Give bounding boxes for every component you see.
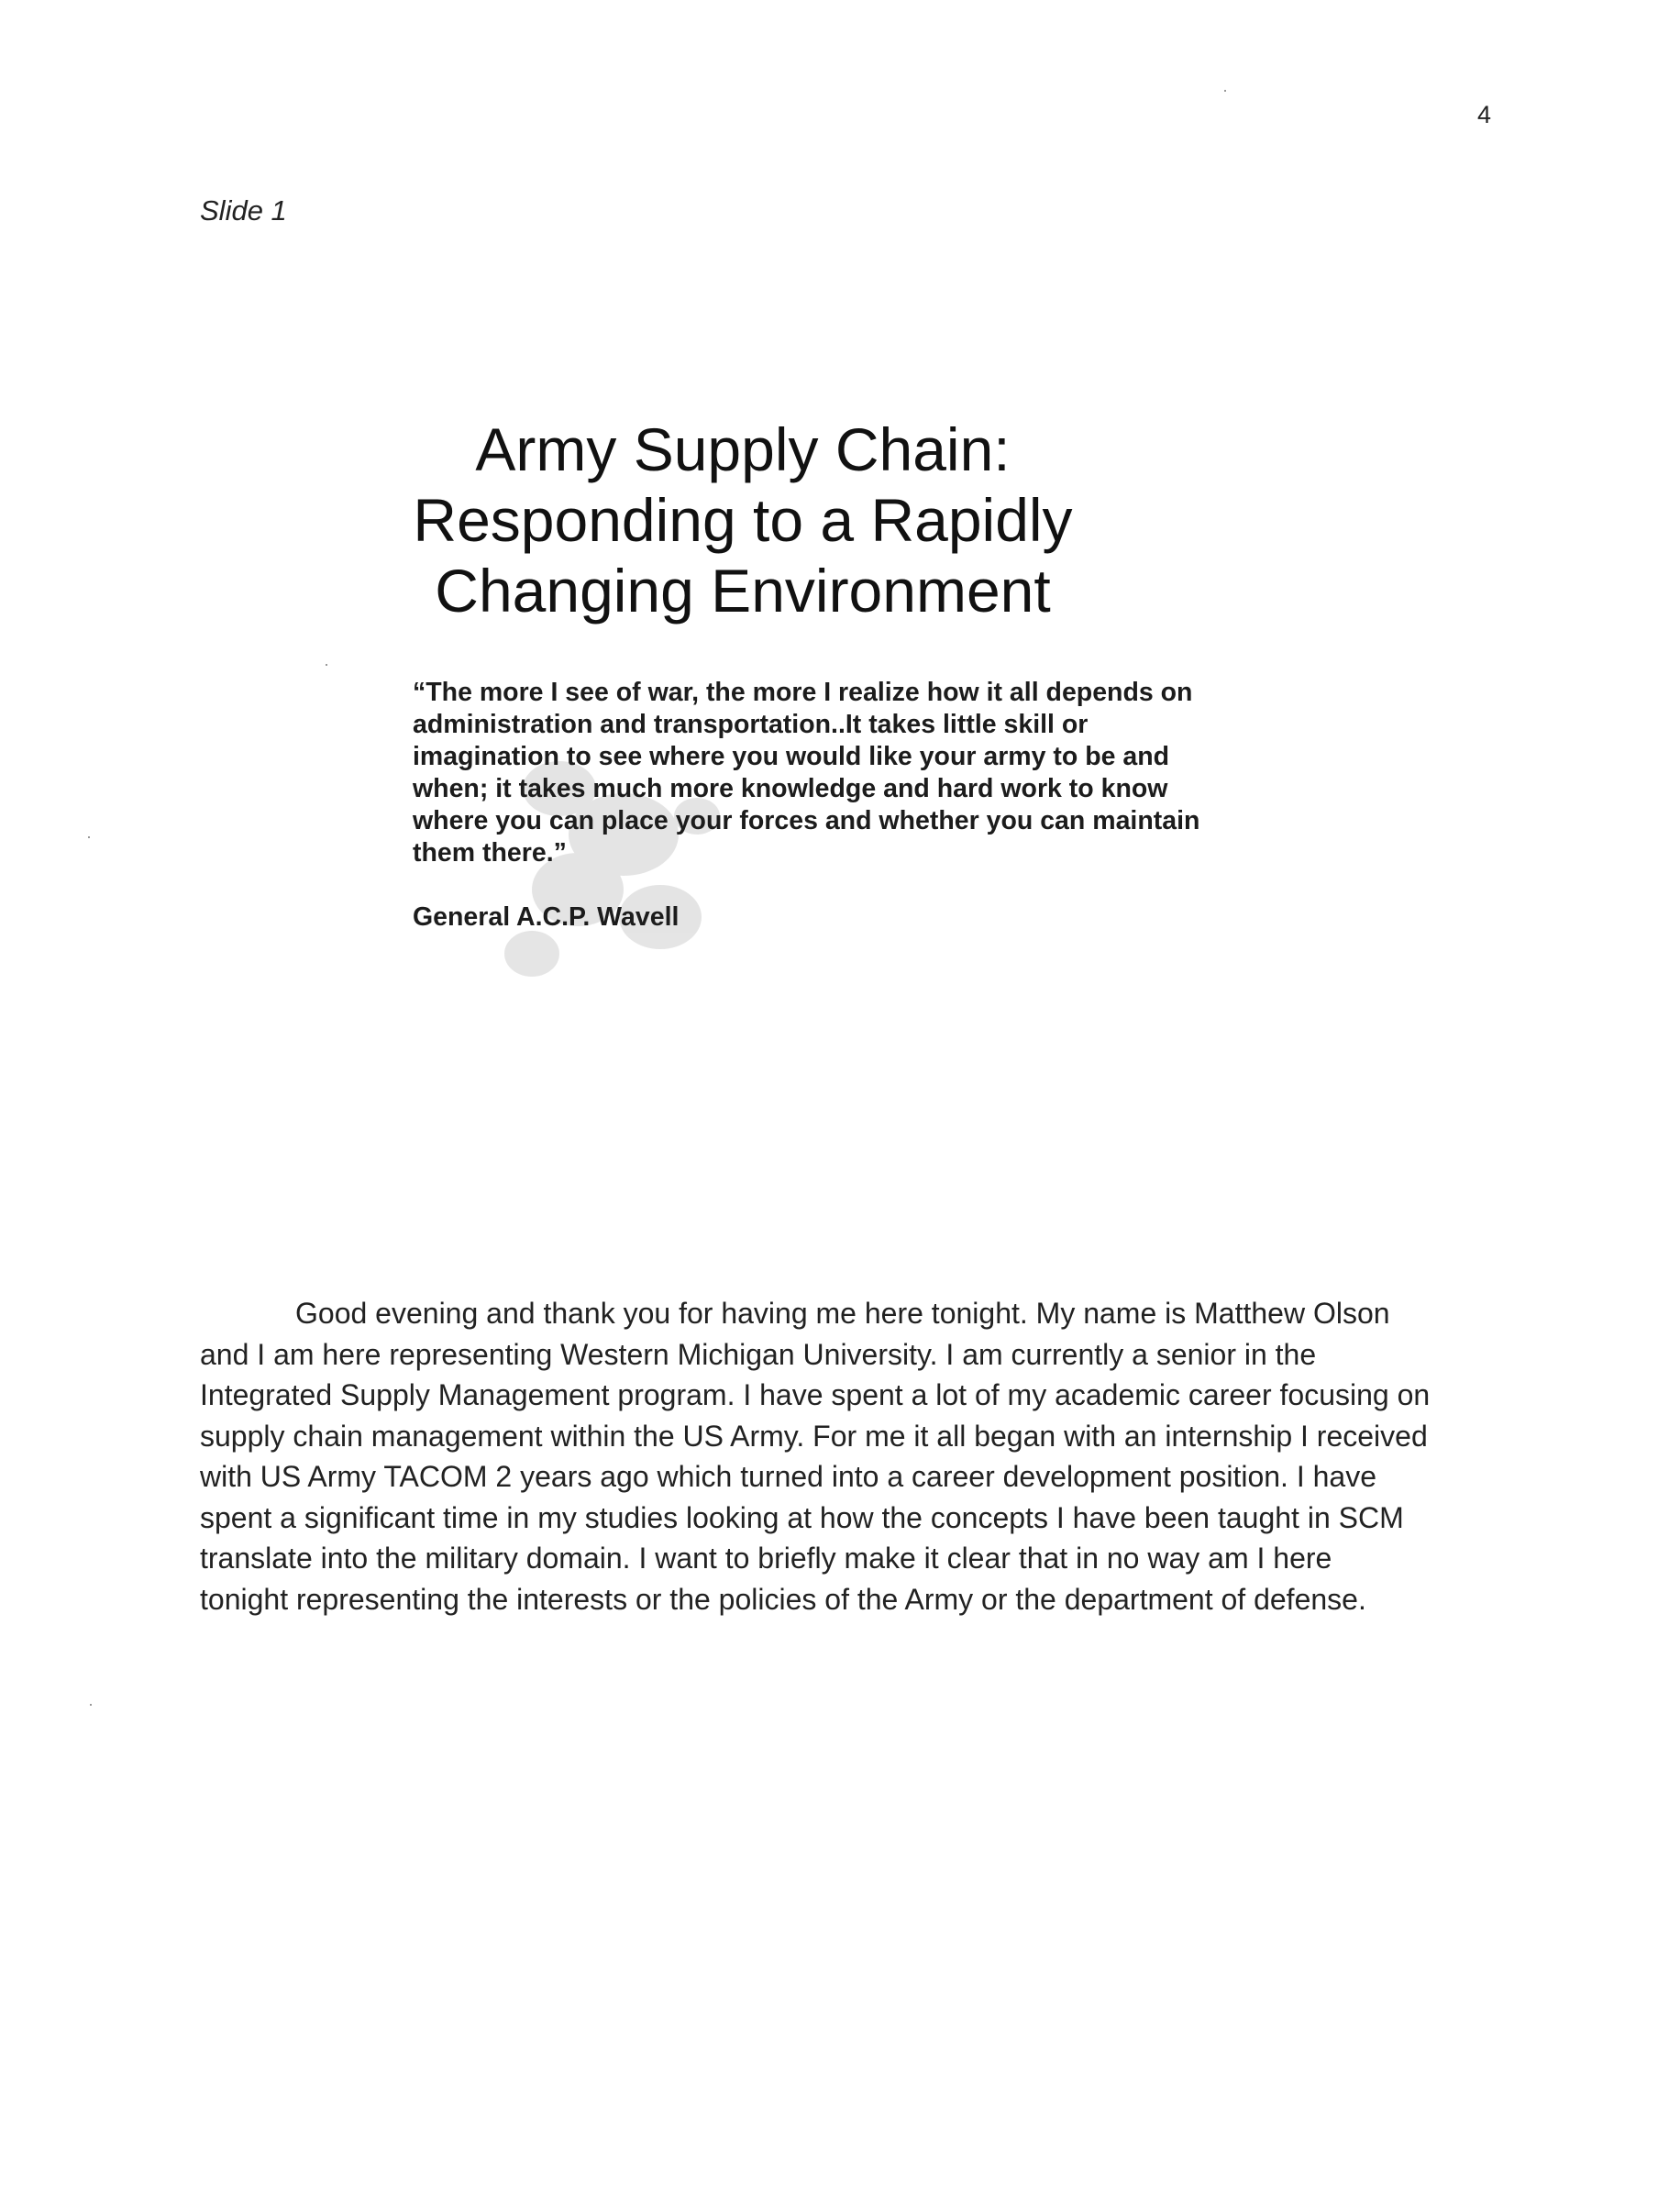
slide-label: Slide 1 bbox=[200, 194, 287, 227]
quote-author: General A.C.P. Wavell bbox=[413, 902, 680, 932]
quote-line: when; it takes much more knowledge and hard work to know bbox=[413, 774, 1168, 803]
speech-line: with US Army TACOM 2 years ago which turned into a career development position. I have bbox=[200, 1460, 1376, 1493]
slide-title-line: Responding to a Rapidly bbox=[413, 486, 1073, 554]
slide-title-line: Army Supply Chain: bbox=[475, 415, 1011, 483]
speech-line: tonight representing the interests or the policies of the Army or the department of defense. bbox=[200, 1582, 1366, 1616]
quote-line: administration and transportation..It takes little skill or bbox=[413, 710, 1089, 739]
scan-speck bbox=[90, 1704, 92, 1706]
speech-line: Good evening and thank you for having me here tonight. My name is Matthew Olson bbox=[295, 1297, 1390, 1330]
speech-line: Integrated Supply Management program. I have spent a lot of my academic career focusing on bbox=[200, 1378, 1431, 1411]
scan-speck bbox=[326, 664, 327, 666]
page-number: 4 bbox=[1476, 101, 1491, 128]
quote-block bbox=[413, 677, 1238, 869]
scan-speck bbox=[1224, 90, 1226, 92]
slide-title-line: Changing Environment bbox=[435, 557, 1051, 625]
quote-line: “The more I see of war, the more I realize how it all depends on bbox=[413, 678, 1193, 707]
quote-line: them there.” bbox=[413, 838, 567, 868]
speech-paragraph bbox=[200, 1293, 1502, 1620]
speech-line: and I am here representing Western Michigan University. I am currently a senior in the bbox=[200, 1337, 1317, 1371]
speech-line: translate into the military domain. I want to briefly make it clear that in no way am I here bbox=[200, 1542, 1332, 1575]
speech-line: spent a significant time in my studies looking at how the concepts I have been taught in SCM bbox=[200, 1500, 1404, 1534]
quote-line: where you can place your forces and whether you can maintain bbox=[413, 806, 1200, 835]
speech-line: supply chain management within the US Army. For me it all began with an internship I received bbox=[200, 1419, 1428, 1453]
quote-line: imagination to see where you would like your army to be and bbox=[413, 742, 1170, 771]
slide-title bbox=[348, 415, 1137, 626]
scan-speck bbox=[88, 836, 90, 838]
